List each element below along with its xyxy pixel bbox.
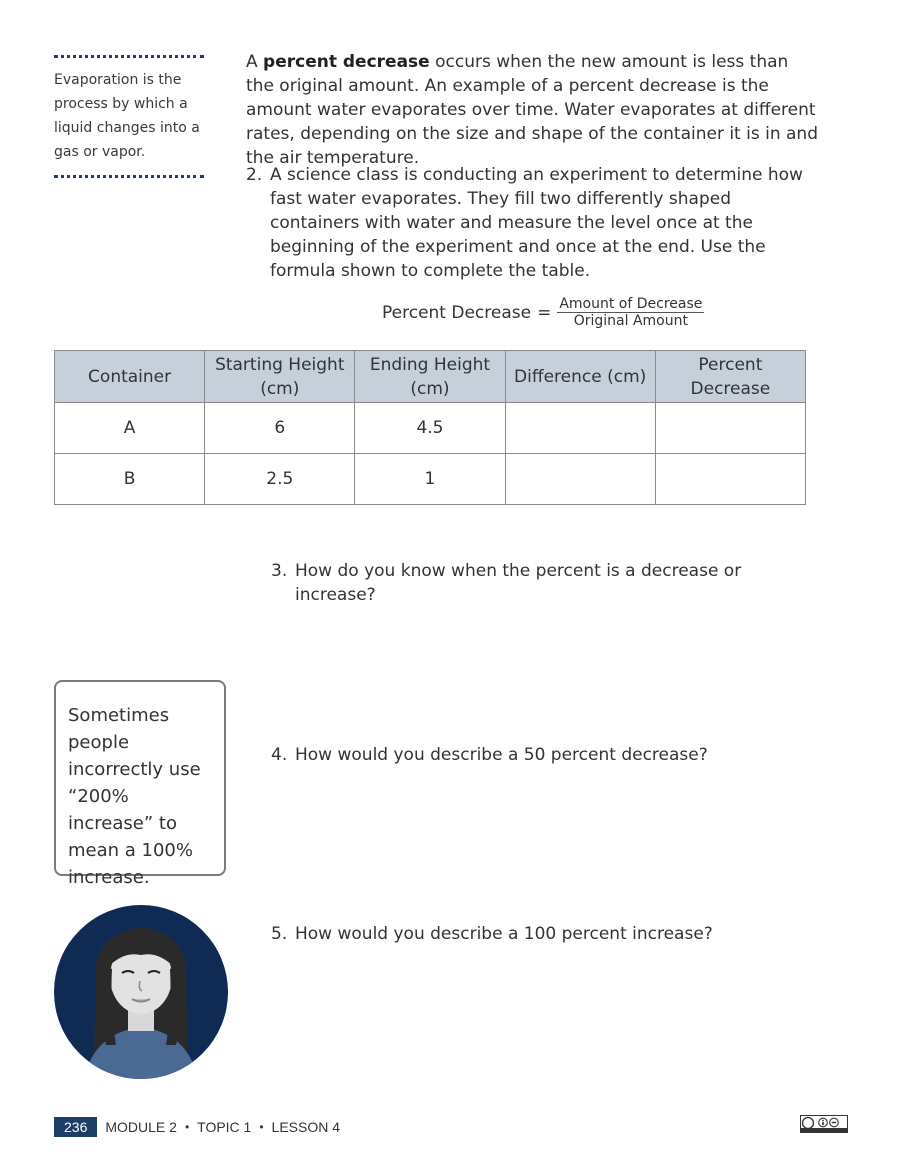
cell-container: B (55, 454, 205, 505)
cell-percent-decrease-answer[interactable] (655, 403, 805, 454)
student-illustration (54, 905, 228, 1079)
footer-lesson: LESSON 4 (271, 1119, 341, 1135)
header-starting-height: Starting Height (cm) (205, 351, 355, 403)
formula-fraction (557, 296, 704, 329)
cell-starting-height: 6 (205, 403, 355, 454)
percent-decrease-formula (382, 296, 704, 329)
cell-percent-decrease-answer[interactable] (655, 454, 805, 505)
formula-label: Percent Decrease (382, 302, 532, 323)
evaporation-table (54, 350, 806, 505)
header-percent-decrease: Percent Decrease (655, 351, 805, 403)
sidebar-dots-top (54, 55, 204, 58)
header-difference: Difference (cm) (505, 351, 655, 403)
cell-ending-height: 4.5 (355, 403, 505, 454)
intro-paragraph (246, 50, 821, 170)
key-term: percent decrease (263, 52, 430, 72)
question-number: 3. (271, 561, 288, 581)
table-header-row (55, 351, 806, 403)
cell-difference-answer[interactable] (505, 454, 655, 505)
intro-text-end: occurs when the new amount is less than the original amount. An example of a percent decrease is the amount water evaporates over time. Water evaporates at different rates, depending on the size and shape of the container it is in and the air temperature. (246, 52, 818, 168)
sidebar-note: Evaporation is the process by which a liquid changes into a gas or vapor. (54, 72, 200, 160)
cell-ending-height: 1 (355, 454, 505, 505)
header-container: Container (55, 351, 205, 403)
page-number: 236 (54, 1117, 97, 1137)
footer-bullet: • (184, 1120, 190, 1134)
formula-equals: = (537, 302, 552, 323)
footer-bullet: • (259, 1120, 264, 1134)
creative-commons-license-icon (800, 1115, 848, 1133)
question-text: How do you know when the percent is a decrease or increase? (295, 561, 742, 605)
sidebar-dots-bottom (54, 175, 204, 178)
question-number: 5. (271, 924, 288, 944)
footer-module: MODULE 2 (105, 1119, 177, 1135)
page-footer (54, 1117, 340, 1137)
footer-topic: TOPIC 1 (197, 1119, 252, 1135)
table-row (55, 403, 806, 454)
cell-starting-height: 2.5 (205, 454, 355, 505)
question-4 (271, 743, 811, 767)
speech-bubble-text: Sometimes people incorrectly use “200% increase” to mean a 100% increase. (68, 705, 201, 888)
intro-text-start: A (246, 52, 264, 72)
question-number: 2. (246, 165, 263, 185)
formula-denominator: Original Amount (573, 313, 688, 329)
student-avatar (54, 905, 228, 1079)
question-text: How would you describe a 50 percent decrease? (295, 745, 708, 765)
formula-numerator: Amount of Decrease (559, 296, 703, 312)
question-2 (246, 163, 806, 283)
question-5 (271, 922, 811, 946)
header-ending-height: Ending Height (cm) (355, 351, 505, 403)
speech-bubble (54, 680, 226, 888)
table-row (55, 454, 806, 505)
cell-difference-answer[interactable] (505, 403, 655, 454)
question-number: 4. (271, 745, 288, 765)
cell-container: A (55, 403, 205, 454)
question-text: How would you describe a 100 percent increase? (295, 924, 713, 944)
question-3 (271, 559, 811, 607)
question-text: A science class is conducting an experiment to determine how fast water evaporates. They fill two differently shaped containers with water and measure the level once at the beginning of the experiment and once at the end. Use the formula shown to complete the table. (270, 165, 803, 281)
